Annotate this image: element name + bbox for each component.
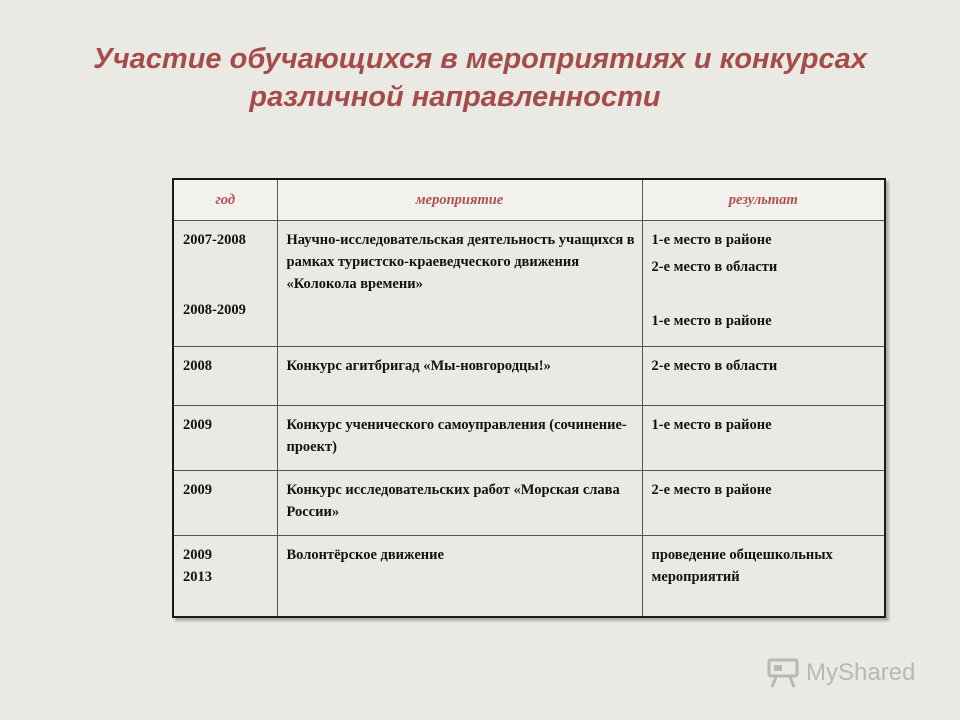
event-cell: Конкурс ученического самоуправления (сочинение-проект) bbox=[277, 406, 642, 471]
watermark-text: MyShared bbox=[806, 659, 916, 686]
year-cell: 2009 bbox=[173, 406, 277, 471]
header-year: год bbox=[173, 179, 277, 221]
year-cell bbox=[173, 221, 277, 347]
header-result: результат bbox=[642, 179, 885, 221]
table-header-row bbox=[173, 179, 885, 221]
table-row bbox=[173, 221, 885, 347]
year-cell bbox=[173, 536, 277, 618]
result-value: 2-е место в области bbox=[651, 259, 778, 275]
header-event: мероприятие bbox=[277, 179, 642, 221]
result-cell: 2-е место в области bbox=[642, 347, 885, 406]
year-cell: 2009 bbox=[173, 471, 277, 536]
table-row bbox=[173, 406, 885, 471]
event-cell: Волонтёрское движение bbox=[277, 536, 642, 618]
watermark bbox=[766, 657, 915, 689]
results-table bbox=[172, 178, 886, 618]
year-value: 2008-2009 bbox=[183, 302, 246, 318]
year-value: 2009 bbox=[183, 547, 212, 563]
title-line-2: различной направленности bbox=[249, 81, 661, 113]
result-value: 1-е место в районе bbox=[651, 232, 772, 248]
year-value: 2013 bbox=[183, 569, 212, 585]
result-cell: проведение общешкольных мероприятий bbox=[642, 536, 885, 618]
projector-icon bbox=[766, 657, 800, 689]
year-cell: 2008 bbox=[173, 347, 277, 406]
slide-title bbox=[0, 40, 960, 116]
result-cell: 1-е место в районе bbox=[642, 406, 885, 471]
year-value: 2007-2008 bbox=[183, 232, 246, 248]
event-cell: Конкурс агитбригад «Мы-новгородцы!» bbox=[277, 347, 642, 406]
result-cell bbox=[642, 221, 885, 347]
event-cell: Научно-исследовательская деятельность учащихся в рамках туристско-краеведческого движения «Колокола времени» bbox=[277, 221, 642, 347]
result-cell: 2-е место в районе bbox=[642, 471, 885, 536]
title-line-1: Участие обучающихся в мероприятиях и конкурсах bbox=[93, 43, 867, 75]
table-row bbox=[173, 536, 885, 618]
table-row bbox=[173, 347, 885, 406]
result-value: 1-е место в районе bbox=[651, 313, 772, 329]
event-cell: Конкурс исследовательских работ «Морская слава России» bbox=[277, 471, 642, 536]
table-row bbox=[173, 471, 885, 536]
